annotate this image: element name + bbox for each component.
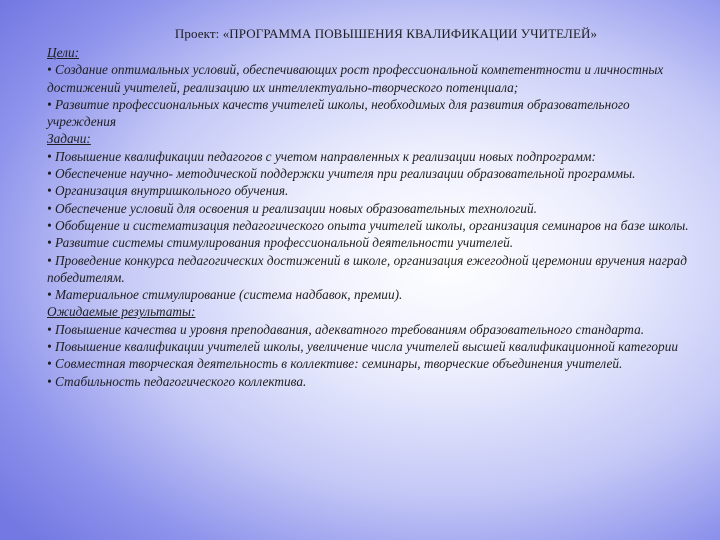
result-item: • Совместная творческая деятельность в коллективе: семинары, творческие объединения учителей. xyxy=(47,356,623,372)
task-item: • Обеспечение условий для освоения и реализации новых образовательных технологий. xyxy=(47,200,537,216)
task-item: • Проведение конкурса педагогических достижений в школе, организация ежегодной церемонии вручения наград победителям. xyxy=(47,252,687,285)
task-item: • Организация внутришкольного обучения. xyxy=(47,183,289,199)
goals-heading: Цели: xyxy=(47,45,80,60)
result-item: • Повышение качества и уровня преподавания, адекватного требованиям образовательного стандарта. xyxy=(47,321,645,337)
tasks-heading: Задачи: xyxy=(47,131,91,147)
task-item: • Развитие системы стимулирования профессиональной деятельности учителей. xyxy=(47,235,514,251)
task-item: • Обобщение и систематизация педагогического опыта учителей школы, организация семинаров на базе школы. xyxy=(47,217,689,233)
task-item: • Обеспечение научно- методической поддержки учителя при реализации образовательной программы. xyxy=(47,166,636,182)
results-heading: Ожидаемые результаты: xyxy=(47,304,196,320)
slide-content xyxy=(47,44,697,390)
goal-item: • Развитие профессиональных качеств учителей школы, необходимых для развития образовательного учреждения xyxy=(47,96,630,130)
task-item: • Материальное стимулирование (система надбавок, премии). xyxy=(47,287,403,303)
result-item: • Стабильность педагогического коллектива. xyxy=(47,373,307,389)
result-item: • Повышение квалификации учителей школы, увеличение числа учителей высшей квалификационной категории xyxy=(47,339,678,355)
slide-title: Проект: «ПРОГРАММА ПОВЫШЕНИЯ КВАЛИФИКАЦИИ УЧИТЕЛЕЙ» xyxy=(174,26,598,41)
task-item: • Повышение квалификации педагогов с учетом направленных к реализации новых подпрограмм: xyxy=(47,148,596,164)
goal-item: • Создание оптимальных условий, обеспечивающих рост профессиональной компетентности и личностных достижений учителей, реализацию их интеллектуально-творческого потенциала; xyxy=(47,62,664,95)
